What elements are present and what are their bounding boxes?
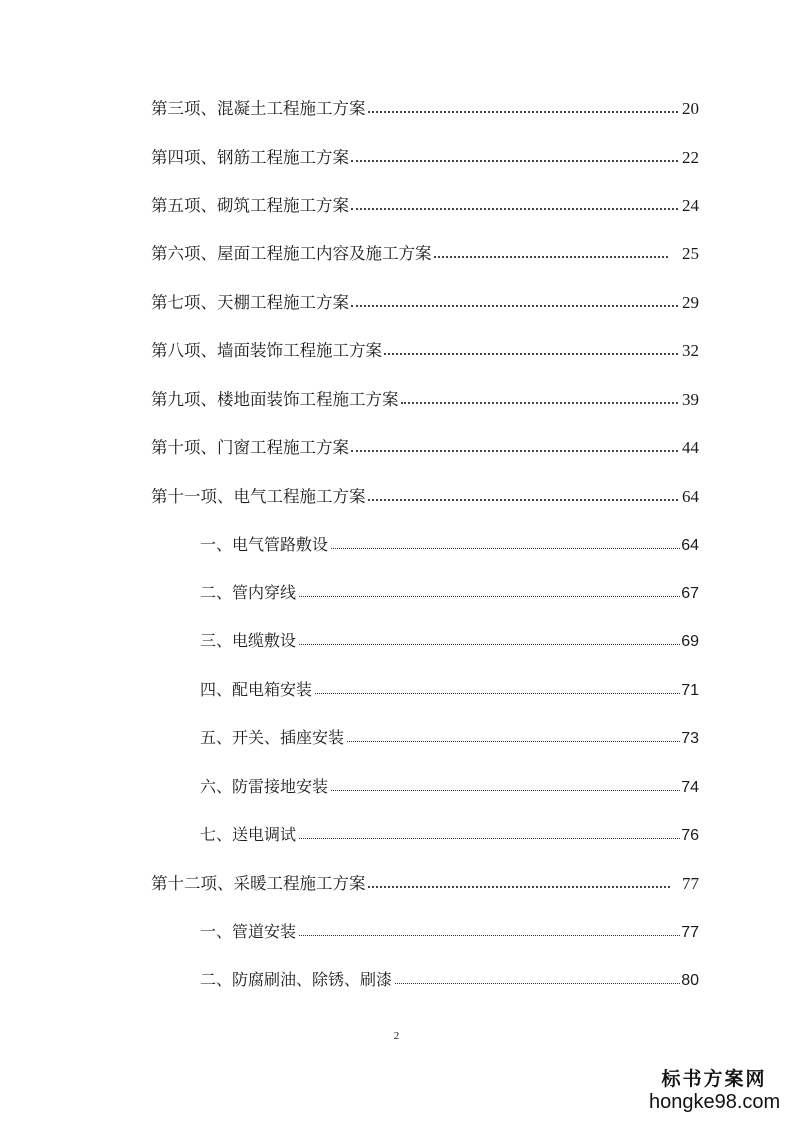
toc-entry-title: 五、开关、插座安装 (200, 728, 345, 747)
toc-dot-leader (299, 838, 680, 839)
toc-entry-page: 77 (681, 924, 699, 941)
toc-dot-leader (331, 548, 680, 549)
site-watermark (649, 1068, 779, 1114)
toc-dot-leader (351, 305, 678, 307)
toc-entry-page: 64 (682, 487, 699, 506)
toc-entry-title: 第十一项、电气工程施工方案 (151, 487, 366, 506)
toc-entry-title: 二、管内穿线 (200, 583, 297, 602)
toc-dot-leader (384, 353, 678, 355)
toc-dot-leader (395, 983, 680, 984)
toc-entry-title: 第七项、天棚工程施工方案 (151, 293, 349, 312)
toc-entry-page: 77 (682, 874, 699, 893)
toc-entry[interactable] (151, 870, 699, 894)
toc-entry-page: 80 (681, 972, 699, 989)
toc-entry-title: 三、电缆敷设 (200, 631, 297, 650)
toc-dot-leader (401, 402, 679, 404)
toc-entry-page: 71 (681, 682, 699, 699)
toc-entry-page: 25 (682, 244, 699, 263)
toc-dot-leader (434, 256, 669, 258)
toc-subentry[interactable] (200, 919, 699, 943)
toc-dot-leader (347, 741, 680, 742)
toc-entry-page: 44 (682, 438, 699, 457)
toc-entry-title: 六、防雷接地安装 (200, 777, 329, 796)
toc-dot-leader (351, 208, 678, 210)
toc-subentry[interactable] (200, 628, 699, 652)
toc-entry-title: 第八项、墙面装饰工程施工方案 (151, 341, 382, 360)
toc-dot-leader (368, 499, 679, 501)
toc-entry-title: 四、配电箱安装 (200, 680, 313, 699)
toc-entry[interactable] (151, 240, 699, 264)
toc-entry[interactable] (151, 95, 699, 119)
toc-dot-leader (299, 935, 680, 936)
toc-entry-page: 69 (681, 633, 699, 650)
toc-dot-leader (331, 790, 680, 791)
toc-dot-leader (299, 644, 680, 645)
toc-entry-page: 29 (682, 293, 699, 312)
toc-entry-title: 二、防腐刷油、除锈、刷漆 (200, 970, 393, 989)
toc-entry-page: 20 (682, 99, 699, 118)
toc-subentry[interactable] (200, 580, 699, 604)
toc-entry-page: 64 (681, 537, 699, 554)
watermark-domain-text: hongke98.com (649, 1091, 781, 1113)
toc-subentry[interactable] (200, 967, 699, 991)
toc-entry-title: 一、管道安装 (200, 922, 297, 941)
toc-entry[interactable] (151, 192, 699, 216)
toc-entry[interactable] (151, 144, 699, 168)
toc-entry[interactable] (151, 337, 699, 361)
toc-dot-leader (299, 596, 680, 597)
toc-entry-title: 第六项、屋面工程施工内容及施工方案 (151, 244, 432, 263)
toc-entry-title: 七、送电调试 (200, 825, 297, 844)
toc-dot-leader (351, 450, 678, 452)
toc-subentry[interactable] (200, 532, 699, 556)
toc-entry-title: 第四项、钢筋工程施工方案 (151, 148, 349, 167)
toc-subentry[interactable] (200, 725, 699, 749)
toc-subentry[interactable] (200, 774, 699, 798)
toc-entry-title: 第五项、砌筑工程施工方案 (151, 196, 349, 215)
watermark-cn-text: 标书方案网 (661, 1068, 767, 1090)
toc-subentry[interactable] (200, 822, 699, 846)
toc-entry-page: 73 (681, 730, 699, 747)
toc-dot-leader (368, 111, 679, 113)
toc-entry-page: 74 (681, 779, 699, 796)
toc-entry-page: 24 (682, 196, 699, 215)
toc-subentry[interactable] (200, 677, 699, 701)
page-number: 2 (393, 1030, 400, 1042)
toc-entry-title: 一、电气管路敷设 (200, 535, 329, 554)
toc-entry-page: 76 (681, 827, 699, 844)
toc-entry-title: 第十二项、采暖工程施工方案 (151, 874, 366, 893)
toc-entry-page: 22 (682, 148, 699, 167)
toc-entry-page: 67 (681, 585, 699, 602)
toc-entry-page: 32 (682, 341, 699, 360)
toc-entry[interactable] (151, 386, 699, 410)
toc-entry-title: 第九项、楼地面装饰工程施工方案 (151, 390, 399, 409)
toc-entry-title: 第十项、门窗工程施工方案 (151, 438, 349, 457)
toc-entry[interactable] (151, 483, 699, 507)
toc-entry[interactable] (151, 434, 699, 458)
toc-entry-title: 第三项、混凝土工程施工方案 (151, 99, 366, 118)
toc-dot-leader (315, 693, 680, 694)
toc-dot-leader (368, 886, 671, 888)
toc-dot-leader (351, 160, 678, 162)
toc-entry[interactable] (151, 289, 699, 313)
toc-entry-page: 39 (682, 390, 699, 409)
